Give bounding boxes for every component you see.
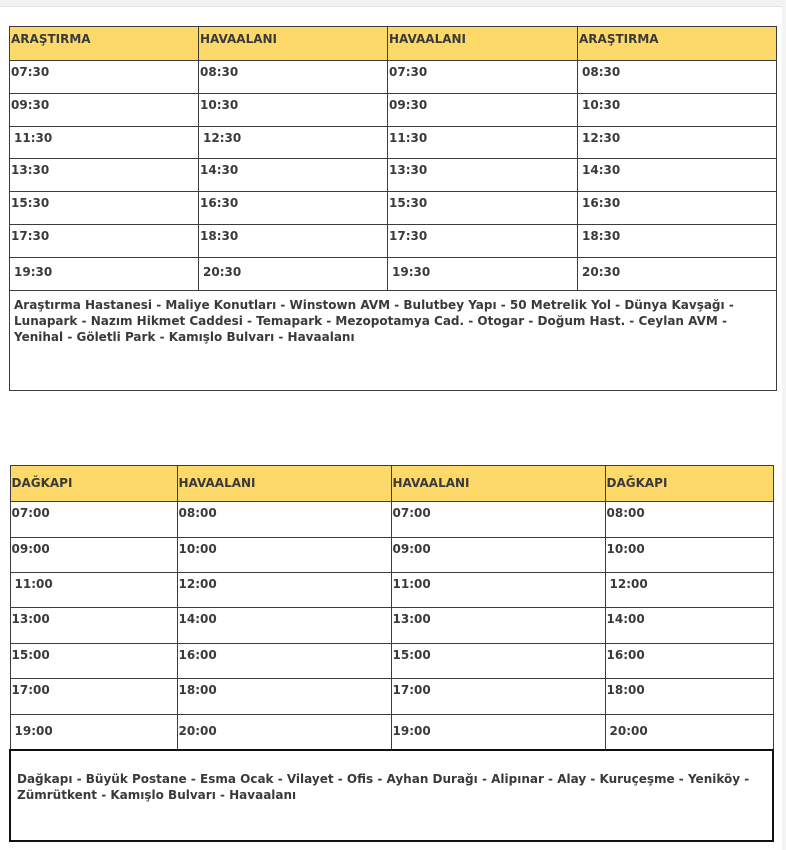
table-header-row — [10, 27, 777, 61]
departure-time: 10:00 — [177, 538, 391, 573]
departure-time: 16:00 — [605, 644, 773, 679]
departure-time: 16:00 — [177, 644, 391, 679]
departure-time: 15:00 — [391, 644, 605, 679]
departure-time: 10:30 — [578, 94, 777, 127]
column-header: HAVAALANI — [177, 466, 391, 502]
departure-time: 14:00 — [605, 608, 773, 644]
table-row — [10, 573, 773, 608]
departure-time: 13:30 — [388, 159, 578, 192]
column-header: HAVAALANI — [391, 466, 605, 502]
departure-time: 12:00 — [605, 573, 773, 608]
departure-time: 14:30 — [578, 159, 777, 192]
departure-time: 12:30 — [199, 127, 388, 159]
departure-time: 17:30 — [10, 225, 199, 258]
departure-time: 08:30 — [578, 61, 777, 94]
departure-time: 13:00 — [10, 608, 177, 644]
departure-time: 16:30 — [199, 192, 388, 225]
departure-time: 20:00 — [605, 715, 773, 750]
departure-time: 07:00 — [10, 502, 177, 538]
departure-time: 18:30 — [199, 225, 388, 258]
departure-time: 09:00 — [10, 538, 177, 573]
route-description: Dağkapı - Büyük Postane - Esma Ocak - Vilayet - Ofis - Ayhan Durağı - Alipınar - Alay - Kuruçeşme - Yeniköy - Zümrütkent - Kamışlo Bulvarı - Havaalanı — [10, 750, 773, 841]
departure-time: 19:30 — [10, 258, 199, 291]
departure-time: 07:00 — [391, 502, 605, 538]
departure-time: 20:30 — [578, 258, 777, 291]
page-top-strip — [0, 0, 786, 7]
departure-time: 09:00 — [391, 538, 605, 573]
departure-time: 09:30 — [388, 94, 578, 127]
departure-time: 07:30 — [10, 61, 199, 94]
table-row — [10, 225, 777, 258]
departure-time: 08:00 — [177, 502, 391, 538]
departure-time: 09:30 — [10, 94, 199, 127]
departure-time: 20:00 — [177, 715, 391, 750]
table-row — [10, 127, 777, 159]
departure-time: 14:00 — [177, 608, 391, 644]
table-row — [10, 258, 777, 291]
departure-time: 20:30 — [199, 258, 388, 291]
column-header: ARAŞTIRMA — [578, 27, 777, 61]
table-row — [10, 94, 777, 127]
departure-time: 16:30 — [578, 192, 777, 225]
departure-time: 13:30 — [10, 159, 199, 192]
departure-time: 19:00 — [10, 715, 177, 750]
departure-time: 10:00 — [605, 538, 773, 573]
page-scrollbar-track — [782, 0, 786, 850]
departure-time: 11:00 — [391, 573, 605, 608]
column-header: HAVAALANI — [199, 27, 388, 61]
table-row — [10, 608, 773, 644]
table-row — [10, 61, 777, 94]
departure-time: 08:30 — [199, 61, 388, 94]
departure-time: 15:30 — [10, 192, 199, 225]
departure-time: 15:30 — [388, 192, 578, 225]
departure-time: 17:00 — [391, 679, 605, 715]
table-row — [10, 679, 773, 715]
departure-time: 13:00 — [391, 608, 605, 644]
schedule-table-dagkapi — [9, 465, 774, 842]
departure-time: 11:00 — [10, 573, 177, 608]
departure-time: 17:00 — [10, 679, 177, 715]
table-row — [10, 538, 773, 573]
departure-time: 07:30 — [388, 61, 578, 94]
departure-time: 19:00 — [391, 715, 605, 750]
departure-time: 19:30 — [388, 258, 578, 291]
route-row — [10, 750, 773, 841]
column-header: ARAŞTIRMA — [10, 27, 199, 61]
column-header: DAĞKAPI — [10, 466, 177, 502]
route-description: Araştırma Hastanesi - Maliye Konutları - Winstown AVM - Bulutbey Yapı - 50 Metrelik Yol - Dünya Kavşağı - Lunapark - Nazım Hikmet Caddesi - Temapark - Mezopotamya Cad. - Otogar - Doğum Hast. - Ceylan AVM - Yenihal - Göletli Park - Kamışlo Bulvarı - Havaalanı — [10, 291, 777, 391]
departure-time: 18:00 — [605, 679, 773, 715]
route-row — [10, 291, 777, 391]
table-header-row — [10, 466, 773, 502]
departure-time: 18:00 — [177, 679, 391, 715]
departure-time: 11:30 — [388, 127, 578, 159]
table-row — [10, 192, 777, 225]
table-row — [10, 159, 777, 192]
table-row — [10, 715, 773, 750]
schedule-table-arastirma — [9, 26, 777, 391]
table-row — [10, 644, 773, 679]
departure-time: 12:30 — [578, 127, 777, 159]
departure-time: 15:00 — [10, 644, 177, 679]
departure-time: 17:30 — [388, 225, 578, 258]
departure-time: 10:30 — [199, 94, 388, 127]
departure-time: 11:30 — [10, 127, 199, 159]
departure-time: 18:30 — [578, 225, 777, 258]
departure-time: 08:00 — [605, 502, 773, 538]
column-header: HAVAALANI — [388, 27, 578, 61]
column-header: DAĞKAPI — [605, 466, 773, 502]
table-row — [10, 502, 773, 538]
departure-time: 12:00 — [177, 573, 391, 608]
departure-time: 14:30 — [199, 159, 388, 192]
